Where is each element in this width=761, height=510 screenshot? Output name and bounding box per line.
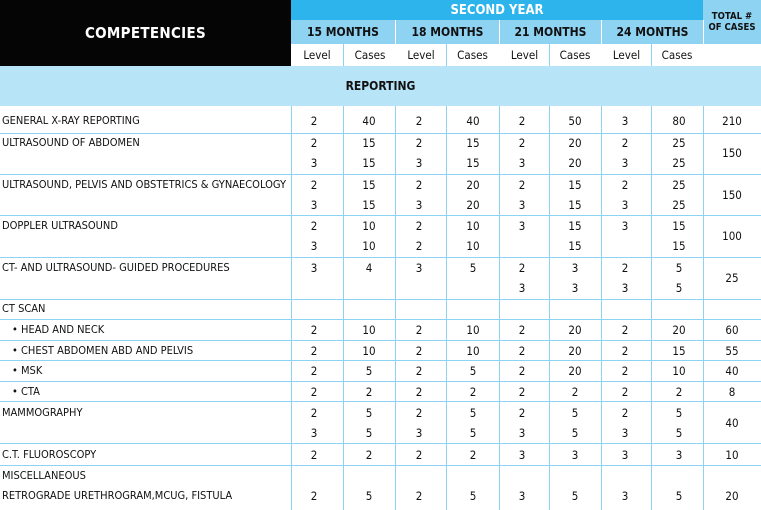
cases-value: 5 — [675, 406, 683, 420]
level-value: 3 — [415, 261, 423, 275]
row-label — [2, 219, 118, 232]
cases-value: 2 — [365, 448, 373, 462]
cases-value: 5 — [571, 406, 579, 420]
level-value: 3 — [518, 281, 526, 295]
cases-value: 3 — [571, 448, 579, 462]
total-header-line1: TOTAL # — [711, 11, 753, 22]
level-value: 3 — [621, 448, 629, 462]
cases-value: 25 — [672, 178, 686, 192]
level-value: 3 — [621, 114, 629, 128]
row-label-text: MISCELLANEOUS — [2, 469, 86, 482]
row-label — [2, 261, 230, 274]
cases-value: 4 — [365, 261, 373, 275]
level-value: 3 — [518, 448, 526, 462]
cases-value: 20 — [672, 323, 686, 337]
cases-header: Cases — [549, 44, 601, 66]
column-divider — [343, 106, 344, 510]
cases-value: 2 — [571, 385, 579, 399]
cases-value: 5 — [469, 364, 477, 378]
bullet-icon: • — [12, 323, 18, 336]
level-value: 3 — [518, 156, 526, 170]
column-divider — [703, 20, 704, 66]
bullet-icon: • — [12, 344, 18, 357]
cases-value: 50 — [568, 114, 582, 128]
level-value: 3 — [518, 219, 526, 233]
row-label — [2, 469, 86, 482]
total-value: 100 — [722, 229, 742, 243]
cases-value: 15 — [362, 198, 376, 212]
level-value: 3 — [621, 489, 629, 503]
bullet-icon: • — [12, 364, 18, 377]
column-divider — [291, 106, 292, 510]
cases-value: 5 — [571, 426, 579, 440]
cases-value: 10 — [466, 219, 480, 233]
row-label-text: C.T. FLUOROSCOPY — [2, 448, 97, 461]
cases-value: 15 — [466, 136, 480, 150]
row-label — [12, 344, 193, 357]
cases-value: 10 — [466, 323, 480, 337]
level-value: 2 — [518, 385, 526, 399]
cases-value: 20 — [568, 344, 582, 358]
total-cases-header — [703, 0, 761, 44]
level-value: 2 — [621, 136, 629, 150]
level-value: 2 — [518, 406, 526, 420]
cases-value: 2 — [675, 385, 683, 399]
section-header-reporting: REPORTING — [0, 66, 761, 106]
level-value: 3 — [310, 239, 318, 253]
column-divider — [651, 44, 652, 66]
column-divider — [601, 106, 602, 510]
row-label-text: DOPPLER ULTRASOUND — [2, 219, 118, 232]
cases-value: 80 — [672, 114, 686, 128]
column-divider — [703, 106, 704, 510]
cases-value: 25 — [672, 198, 686, 212]
cases-value: 15 — [362, 136, 376, 150]
total-value: 40 — [725, 416, 739, 430]
level-header: Level — [500, 44, 549, 66]
total-value: 8 — [728, 385, 736, 399]
cases-value: 5 — [365, 426, 373, 440]
cases-value: 15 — [672, 219, 686, 233]
cases-value: 20 — [466, 198, 480, 212]
cases-value: 10 — [466, 239, 480, 253]
row-label-text: GENERAL X-RAY REPORTING — [2, 114, 140, 127]
total-value: 60 — [725, 323, 739, 337]
cases-value: 5 — [365, 406, 373, 420]
column-divider — [499, 20, 500, 66]
level-value: 3 — [415, 198, 423, 212]
row-label-secondary: RETROGRADE URETHROGRAM,MCUG, FISTULA — [2, 489, 233, 502]
level-value: 2 — [310, 323, 318, 337]
row-label — [2, 136, 140, 149]
level-value: 2 — [310, 364, 318, 378]
total-value: 25 — [725, 271, 739, 285]
cases-value: 20 — [568, 364, 582, 378]
total-value: 150 — [722, 146, 742, 160]
level-header: Level — [291, 44, 343, 66]
cases-value: 40 — [362, 114, 376, 128]
bullet-icon: • — [12, 385, 18, 398]
cases-value: 20 — [568, 323, 582, 337]
cases-value: 40 — [466, 114, 480, 128]
level-value: 2 — [415, 114, 423, 128]
cases-value: 5 — [675, 261, 683, 275]
level-value: 3 — [310, 261, 318, 275]
row-label — [12, 364, 42, 377]
level-header: Level — [396, 44, 446, 66]
column-divider — [549, 44, 550, 66]
level-value: 2 — [415, 489, 423, 503]
level-value: 3 — [621, 156, 629, 170]
level-value: 3 — [621, 426, 629, 440]
level-value: 3 — [310, 156, 318, 170]
row-label-text: MSK — [21, 364, 43, 377]
total-value: 55 — [725, 344, 739, 358]
level-value: 2 — [621, 406, 629, 420]
cases-value: 15 — [568, 239, 582, 253]
cases-value: 10 — [362, 323, 376, 337]
level-value: 3 — [518, 198, 526, 212]
row-divider — [0, 465, 761, 466]
level-value: 2 — [621, 385, 629, 399]
cases-value: 5 — [571, 489, 579, 503]
level-value: 2 — [415, 448, 423, 462]
column-divider — [499, 106, 500, 510]
column-divider — [651, 106, 652, 510]
cases-value: 15 — [362, 156, 376, 170]
level-value: 2 — [518, 178, 526, 192]
cases-value: 5 — [469, 406, 477, 420]
competencies-header: COMPETENCIES — [0, 0, 291, 66]
level-value: 2 — [518, 136, 526, 150]
row-label — [2, 178, 286, 191]
column-divider — [343, 44, 344, 66]
row-divider — [0, 133, 761, 134]
level-value: 2 — [621, 178, 629, 192]
level-value: 2 — [415, 136, 423, 150]
cases-value: 5 — [469, 426, 477, 440]
row-label — [12, 385, 40, 398]
level-value: 2 — [518, 323, 526, 337]
row-label-text: ULTRASOUND OF ABDOMEN — [2, 136, 140, 149]
level-value: 3 — [518, 426, 526, 440]
row-divider — [0, 319, 761, 320]
level-value: 2 — [310, 385, 318, 399]
cases-value: 5 — [675, 489, 683, 503]
column-divider — [395, 20, 396, 66]
cases-value: 10 — [466, 344, 480, 358]
level-value: 3 — [415, 426, 423, 440]
level-value: 2 — [310, 114, 318, 128]
row-label-text: CT SCAN — [2, 302, 46, 315]
row-label — [2, 448, 96, 461]
row-label — [2, 114, 140, 127]
level-value: 3 — [621, 198, 629, 212]
row-label — [12, 323, 104, 336]
cases-value: 10 — [362, 344, 376, 358]
level-value: 2 — [415, 344, 423, 358]
column-divider — [549, 106, 550, 510]
cases-value: 15 — [568, 178, 582, 192]
level-value: 2 — [310, 489, 318, 503]
level-value: 2 — [518, 364, 526, 378]
level-value: 2 — [310, 448, 318, 462]
cases-value: 20 — [568, 156, 582, 170]
row-label-text: HEAD AND NECK — [21, 323, 105, 336]
level-value: 3 — [518, 489, 526, 503]
cases-value: 15 — [672, 239, 686, 253]
total-value: 10 — [725, 448, 739, 462]
level-value: 2 — [310, 136, 318, 150]
row-label — [2, 406, 83, 419]
cases-value: 3 — [675, 448, 683, 462]
cases-value: 20 — [568, 136, 582, 150]
row-label-text: MAMMOGRAPHY — [2, 406, 83, 419]
cases-value: 5 — [365, 364, 373, 378]
column-divider — [446, 106, 447, 510]
level-value: 3 — [310, 426, 318, 440]
level-value: 2 — [310, 406, 318, 420]
row-divider — [0, 299, 761, 300]
month-header-24: 24 MONTHS — [602, 20, 703, 44]
row-divider — [0, 215, 761, 216]
level-value: 3 — [621, 281, 629, 295]
level-value: 2 — [310, 344, 318, 358]
level-value: 2 — [310, 178, 318, 192]
cases-header: Cases — [344, 44, 396, 66]
month-header-15: 15 MONTHS — [291, 20, 395, 44]
row-divider — [0, 360, 761, 361]
cases-header: Cases — [446, 44, 499, 66]
month-header-21: 21 MONTHS — [500, 20, 601, 44]
second-year-header: SECOND YEAR — [291, 0, 703, 20]
row-divider — [0, 340, 761, 341]
cases-value: 15 — [362, 178, 376, 192]
total-value: 20 — [725, 489, 739, 503]
cases-value: 2 — [469, 385, 477, 399]
cases-value: 15 — [568, 198, 582, 212]
cases-value: 10 — [672, 364, 686, 378]
level-value: 2 — [415, 323, 423, 337]
level-value: 2 — [415, 178, 423, 192]
cases-value: 5 — [675, 281, 683, 295]
row-label-text: CHEST ABDOMEN ABD AND PELVIS — [21, 344, 194, 357]
row-label-text: CT- AND ULTRASOUND- GUIDED PROCEDURES — [2, 261, 230, 274]
total-value: 210 — [722, 114, 742, 128]
cases-header: Cases — [651, 44, 703, 66]
month-header-18: 18 MONTHS — [396, 20, 499, 44]
column-divider — [446, 44, 447, 66]
row-divider — [0, 174, 761, 175]
level-value: 2 — [621, 364, 629, 378]
cases-value: 3 — [571, 261, 579, 275]
cases-value: 20 — [466, 178, 480, 192]
cases-value: 10 — [362, 239, 376, 253]
level-value: 2 — [415, 364, 423, 378]
level-value: 2 — [518, 344, 526, 358]
column-divider — [601, 20, 602, 66]
level-header: Level — [602, 44, 651, 66]
row-divider — [0, 401, 761, 402]
cases-value: 5 — [675, 426, 683, 440]
cases-value: 10 — [362, 219, 376, 233]
level-value: 3 — [310, 198, 318, 212]
cases-value: 2 — [365, 385, 373, 399]
row-divider — [0, 443, 761, 444]
cases-value: 15 — [466, 156, 480, 170]
level-value: 2 — [518, 261, 526, 275]
level-value: 2 — [621, 344, 629, 358]
level-value: 2 — [621, 323, 629, 337]
level-value: 2 — [415, 385, 423, 399]
cases-value: 15 — [568, 219, 582, 233]
total-value: 150 — [722, 188, 742, 202]
row-divider — [0, 381, 761, 382]
level-value: 2 — [415, 406, 423, 420]
cases-value: 15 — [672, 344, 686, 358]
cases-value: 3 — [571, 281, 579, 295]
level-value: 2 — [310, 219, 318, 233]
cases-value: 5 — [365, 489, 373, 503]
level-value: 3 — [621, 219, 629, 233]
level-value: 2 — [415, 219, 423, 233]
row-label-text: CTA — [21, 385, 40, 398]
level-value: 2 — [621, 261, 629, 275]
cases-value: 2 — [469, 448, 477, 462]
cases-value: 5 — [469, 261, 477, 275]
level-value: 2 — [518, 114, 526, 128]
row-label — [2, 302, 45, 315]
cases-value: 25 — [672, 136, 686, 150]
level-value: 2 — [415, 239, 423, 253]
column-divider — [395, 106, 396, 510]
row-label-text: ULTRASOUND, PELVIS AND OBSTETRICS & GYNAECOLOGY — [2, 178, 287, 191]
row-divider — [0, 257, 761, 258]
level-value: 3 — [415, 156, 423, 170]
total-header-line2: OF CASES — [708, 22, 756, 33]
total-value: 40 — [725, 364, 739, 378]
cases-value: 25 — [672, 156, 686, 170]
cases-value: 5 — [469, 489, 477, 503]
